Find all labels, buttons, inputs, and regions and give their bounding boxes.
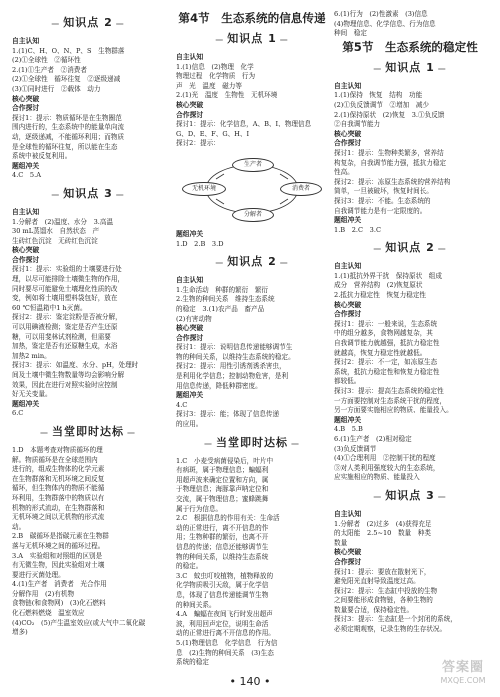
text-line: 5.(1)物理信息 化学信息 行为信 (176, 638, 278, 647)
text-line: 2.(1)①生产者 ②消费者 (12, 65, 87, 74)
text-line: 间及土壤中微生物数量等均会影响分解 (12, 371, 125, 379)
text-line: 生砖红色沉淀 无砖红色沉淀 (12, 236, 98, 245)
text-line: 就越高，恢复力稳定性就越低。 (334, 348, 427, 357)
text-line: 自我调节能力就越强，抵抗力稳定性 (334, 339, 440, 348)
text-line: 1.分解者 (2)过多 (4)获得充足 (334, 519, 432, 528)
text-line: 数量 (334, 538, 348, 547)
text-line: 同时要尽可能避免土壤理化性质的改 (12, 284, 118, 293)
text-block (12, 208, 164, 419)
text-line: 核心突破 (176, 324, 204, 333)
text-line: 2.B 碳循环是指碳元素在生物群 (12, 532, 109, 541)
text-line: 系统的稳定 (176, 658, 209, 667)
text-line: 3.C 蚊虫叮咬植物，植物释放的 (176, 571, 274, 580)
text-line: 信息的传递；信息还能够调节生 (176, 542, 269, 551)
text-line: 4.C (176, 400, 188, 409)
text-line: 糖，可以用斐林试剂检测，但需要 (12, 332, 111, 341)
text-block (176, 276, 328, 430)
text-line: 避免阳光直射导致温度过高。 (334, 577, 420, 586)
text-line: 要进行灭菌处理。 (12, 570, 65, 579)
text-line: 简单，一旦被破坏，恢复时间长。 (334, 187, 433, 196)
text-line: 可以用碘液检测；鉴定是否产生还原 (12, 323, 118, 332)
text-line: 合作探讨 (334, 310, 362, 319)
text-line: 核心突破 (12, 94, 40, 103)
text-block (334, 82, 486, 236)
text-line: 自主认知 (12, 37, 40, 45)
text-line: 自主认知 (176, 53, 204, 61)
text-line: 探讨1：提示：实验组的土壤要进行处 (12, 265, 122, 274)
section-heading: — 知识点 2 — (215, 255, 289, 269)
watermark (434, 660, 492, 690)
text-line: 1.B 2.C 3.C (334, 225, 381, 234)
text-line: 在生物群落和无机环境之间反复 (12, 474, 105, 483)
text-line: 无机环境之间以无机物的形式流 (12, 513, 105, 522)
text-line: 都较低。 (334, 377, 361, 386)
text-line: (2)有害动物 (176, 314, 212, 323)
section-heading: — 知识点 1 — (373, 60, 447, 74)
producer-node: 生产者 (232, 158, 274, 172)
section-heading: — 知识点 2 — (373, 241, 447, 255)
text-line: 于物理信息；海豚靠声呐定位和 (176, 485, 269, 494)
text-line: 必须定期观察，记录生物的生存状况。 (334, 625, 447, 634)
text-line: 2.C 根据信息的作用有关：生命活 (176, 514, 280, 523)
text-line: 2.(1)光 温度 生物性 无机环境 (176, 91, 278, 100)
text-line: 自主认知 (334, 81, 362, 90)
text-line: 落与无机环境之间的循环过程。 (12, 541, 105, 550)
text-line: 合作探讨 (334, 139, 362, 148)
text-line: 1.生命活动 种群的繁衍 繁衍 (176, 285, 269, 294)
text-line: 环利用，生物群落中的物质以有 (12, 493, 105, 502)
text-line: 物的种间关系，以维持生态系统 (176, 552, 269, 561)
text-line: 探讨1：提示：说明信息传递能够调节生 (176, 343, 293, 352)
text-line: 4.(1)生产者 消费者 光合作用 (12, 580, 107, 589)
column-middle (176, 10, 328, 668)
text-line: 探讨2：提示：用性引诱剂诱杀害虫， (176, 362, 286, 371)
text-line: (4)CO₂ (5)产生温室效应(或大气中二氧化碳 (12, 618, 146, 627)
text-line: 6.C (12, 409, 24, 418)
decomposer-node: 分解者 (232, 208, 274, 222)
text-line: 系统中被反复利用。 (12, 152, 72, 161)
watermark-logo: 答案圈 (441, 660, 484, 675)
text-line: 核心突破 (334, 548, 362, 557)
text-line: 之间要能形成食物链，各种生物的 (334, 596, 433, 605)
text-line: 1.(1)C、H、O、N、P、S 生物群落 (12, 46, 125, 55)
text-line: 用超声波来确定位置和方向，属 (176, 475, 269, 484)
text-line: 题组冲关 (176, 391, 204, 400)
text-line: 有病斑，属于物理信息；蝙蝠利 (176, 466, 269, 475)
text-line: 探讨2：提示：鉴定淀粉是否被分解， (12, 313, 122, 322)
text-line: 动的正常进行，离不开信息的作 (176, 523, 269, 532)
section-heading: — 知识点 2 — (51, 16, 125, 29)
section-heading: — 知识点 3 — (51, 186, 125, 200)
text-line: 合作探讨 (12, 255, 40, 264)
text-line: ②自我调节能力 (334, 120, 381, 129)
text-line: ③对人类利用强度较大的生态系统， (334, 463, 440, 472)
text-block (176, 457, 328, 668)
text-line: 自主认知 (334, 509, 362, 518)
text-line: 核心突破 (334, 129, 362, 138)
column-right (334, 10, 486, 635)
text-line: 6.(1)行为 (2)性激素 (3)信息 (334, 10, 428, 18)
text-line: (2)①全球性 ②循环性 (12, 56, 81, 65)
text-line: 分解作用 (2)有机物 (12, 589, 75, 598)
text-line: 加热2 min。 (12, 351, 51, 360)
text-line: 合作探讨 (176, 110, 204, 119)
text-line: 的应用。 (176, 420, 203, 429)
text-line: 增多) (12, 628, 28, 637)
text-line: 系统，抵抗力稳定性和恢复力稳定性 (334, 367, 440, 376)
text-line: 60 ℃恒温箱中1 h灭菌。 (12, 303, 87, 312)
text-line: 的种间关系。 (176, 600, 216, 609)
text-line: 是全球性的循环往复，所以能在生态 (12, 142, 118, 151)
text-line: (4)①合理利用 ②控制干扰的程度 (334, 454, 436, 463)
text-line: 动，逐级递减，不能循环利用；而物质 (12, 132, 125, 141)
text-line: 1.(1)信息 (2)物理 化学 (176, 62, 254, 71)
text-line: 探讨1：提示：要放在散射光下， (334, 567, 431, 576)
chapter-title: 第4节 生态系统的信息传递 (178, 11, 326, 25)
text-line: 食物链(和食物网) (3)化石燃料 (12, 599, 106, 608)
abiotic-node: 无机环境 (182, 182, 226, 196)
text-line: 物理过程 化学物质 行为 (176, 72, 256, 81)
text-line: 的太阳能 2.5~10 数量 种类 (334, 529, 431, 538)
text-block (12, 446, 164, 638)
text-line: 化石燃料燃烧 温室效应 (12, 609, 85, 618)
text-line: 机物的形式流动，在生物群落和 (12, 503, 105, 512)
column-left (12, 10, 164, 638)
text-line: 解。物质循环是在全球范围内 (12, 455, 98, 464)
watermark-url: MXQE.COM (440, 676, 486, 685)
text-line: 合作探讨 (12, 104, 40, 113)
text-block (334, 510, 486, 635)
text-line: 化学物质吸引天敌，属于化学信 (176, 581, 269, 590)
text-line: 1.(1)保持 恢复 结构 功能 (334, 91, 423, 100)
text-line: 变，例如将土壤用塑料袋包好，放在 (12, 294, 118, 303)
text-line: 动的正常进行离不开信息的作用。 (176, 629, 275, 638)
text-line: 探讨1：提示：生物种类繁多，营养结 (334, 148, 444, 157)
text-block (334, 10, 486, 39)
text-line: 4.B 5.B (334, 425, 363, 434)
text-line: 1.(1)抵抗外界干扰 保持原状 组成 (334, 271, 442, 280)
text-line: 核心突破 (334, 300, 362, 309)
text-line: 声 光 温度 磁力等 (176, 81, 242, 90)
text-line: 自我调节能力是有一定限度的。 (334, 206, 427, 215)
text-line: 合作探讨 (176, 333, 204, 342)
text-line: 自主认知 (176, 276, 204, 285)
text-line: 探讨3：提示：生态缸是一个封闭的系统， (334, 615, 457, 624)
text-block (176, 53, 328, 149)
text-line: 循环，但生物体内的物质不能循 (12, 484, 105, 493)
text-line: 题组冲关 (12, 161, 40, 170)
text-line: (2)①负反馈调节 ②增加 减少 (334, 100, 430, 109)
text-line: 合作探讨 (334, 557, 362, 566)
text-line: 4.C 5.A (12, 171, 41, 180)
text-line: 进行的，组成生物体的化学元素 (12, 465, 105, 474)
text-line: 探讨2：提示： (176, 139, 220, 148)
text-line: 加热，鉴定是否有还原糖生成，水浴 (12, 342, 118, 351)
text-line: 应实施相应的物质、能量投入 (334, 473, 420, 482)
text-line: 种间 稳定 (334, 29, 367, 38)
section-heading: — 当堂即时达标 — (204, 435, 300, 449)
chapter-title: 第5节 生态系统的稳定性 (342, 39, 478, 54)
text-line: 探讨3：提示：不能。生态系统的 (334, 196, 431, 205)
text-line: 性高。 (334, 168, 354, 177)
text-line: 用；生物种群的繁衍，也离不开 (176, 533, 269, 542)
text-line: (2)①全球性 循环往复 ②逐级递减 (12, 75, 121, 84)
text-line: 题组冲关 (176, 229, 204, 238)
text-line: 好无关变量。 (12, 390, 52, 399)
text-line: 中的组分越多，食物网越复杂，其 (334, 329, 433, 338)
text-line: 息 (2)生物的种间关系 (3)生态 (176, 648, 274, 657)
text-line: 1.分解者 (2)温度、水分 3.高温 (12, 217, 114, 226)
text-line: 探讨2：提示：不一定，如冻原生态 (334, 358, 438, 367)
consumer-node: 消费者 (280, 182, 322, 196)
text-line: 构复杂，自我调节能力强，抵抗力稳定 (334, 158, 447, 167)
text-line: 属于行为信息。 (176, 504, 223, 513)
text-line: 自主认知 (334, 262, 362, 271)
text-line: 的稳定。 (176, 562, 203, 571)
text-line: 题组冲关 (334, 216, 362, 225)
text-line: (3)①同时进行 ②载体 动力 (12, 84, 101, 93)
text-line: 4.A 蝙蝠在夜间飞行时发出超声 (176, 610, 273, 619)
text-line: 另一方面要实施相应的物质、能量投入。 (334, 406, 453, 415)
section-heading: — 知识点 3 — (373, 488, 447, 502)
text-line: 2.生物的种间关系 维持生态系统 (176, 295, 275, 304)
ecosystem-diagram (176, 152, 328, 226)
text-line: 2.抵抗力稳定性 恢复力稳定性 (334, 291, 427, 300)
text-block (334, 262, 486, 483)
text-line: 用信息传递，降低种群密度。 (176, 381, 262, 390)
text-line: 3.A 实验组和对照组的区别是 (12, 551, 103, 560)
text-line: 探讨3：提示：能；体现了信息传递 (176, 410, 280, 419)
text-line: 探讨3：提示：提高生态系统的稳定性 (334, 387, 444, 395)
text-line: 理，以尽可能排除土壤微生物的作用， (12, 275, 125, 284)
text-line: 息，体现了信息传递能调节生物 (176, 590, 269, 599)
text-line: 核心突破 (12, 246, 40, 255)
text-line: 探讨3：提示：如温度、水分、pH，处理时 (12, 361, 139, 370)
text-line: 1.D 2.B 3.D (176, 239, 224, 248)
text-line: 6.(1)生产者 (2)相对稳定 (334, 434, 412, 443)
text-line: 一方面要控制对生态系统干扰的程度， (334, 396, 447, 405)
text-line: 探讨2：提示：生态缸中投放的生物 (334, 586, 438, 595)
text-line: 核心突破 (176, 100, 204, 109)
text-line: 动。 (12, 522, 26, 531)
text-line: 探讨1：提示：物质循环是在生物圈范 (12, 113, 122, 122)
text-line: 数量要合适，保持稳定性。 (334, 605, 414, 614)
text-line: 物的种间关系，以维持生态系统的稳定。 (176, 352, 295, 361)
section-heading: — 知识点 1 — (215, 32, 289, 45)
text-line: 1.D 本题考查对物质循环的理 (12, 445, 103, 454)
text-line: 是利用化学信息；控制动物危害，是利 (176, 372, 289, 381)
text-block (176, 230, 328, 249)
text-line: (3)负反馈调节 (334, 444, 377, 453)
text-line: 围内进行的，生态系统中的能量单向流 (12, 123, 125, 132)
text-line: 成分 营养结构 (2)恢复原状 (334, 281, 423, 290)
text-line: 题组冲关 (334, 415, 362, 424)
text-line: 的稳定 3.(1)农产品 畜产品 (176, 304, 265, 313)
text-line: 2.(1)保持原状 (2)恢复 3.①负反馈 (334, 110, 445, 119)
text-line: 有无微生物，因此实验组对土壤 (12, 561, 105, 570)
text-line: 探讨1：提示：一般来说，生态系统 (334, 319, 438, 328)
text-line: G、D、E、F、G、H、I (176, 129, 250, 138)
text-line: 探讨2：提示：冻原生态系统的营养结构 (334, 177, 451, 186)
text-line: 探讨1：提示：化学信息，A、B、I、物理信息 (176, 120, 312, 129)
text-line: 效果，因此在进行对照实验时应控制 (12, 380, 118, 389)
section-heading: — 当堂即时达标 — (40, 424, 136, 438)
text-line: 自主认知 (12, 207, 40, 216)
text-line: 题组冲关 (12, 399, 40, 408)
text-line: 波，利用回声定位，说明生命活 (176, 619, 269, 628)
text-block (12, 37, 164, 181)
text-line: 交流，属于物理信息；蜜蜂跳舞 (176, 495, 269, 503)
text-line: (4)物理信息、化学信息、行为信息 (334, 19, 436, 28)
page-number: • 140 • (229, 675, 271, 688)
text-line: 1.C 小麦受病菌侵染后，叶片中 (176, 456, 274, 465)
text-line: 30 mL蒸馏水 自然状态 产 (12, 227, 100, 236)
